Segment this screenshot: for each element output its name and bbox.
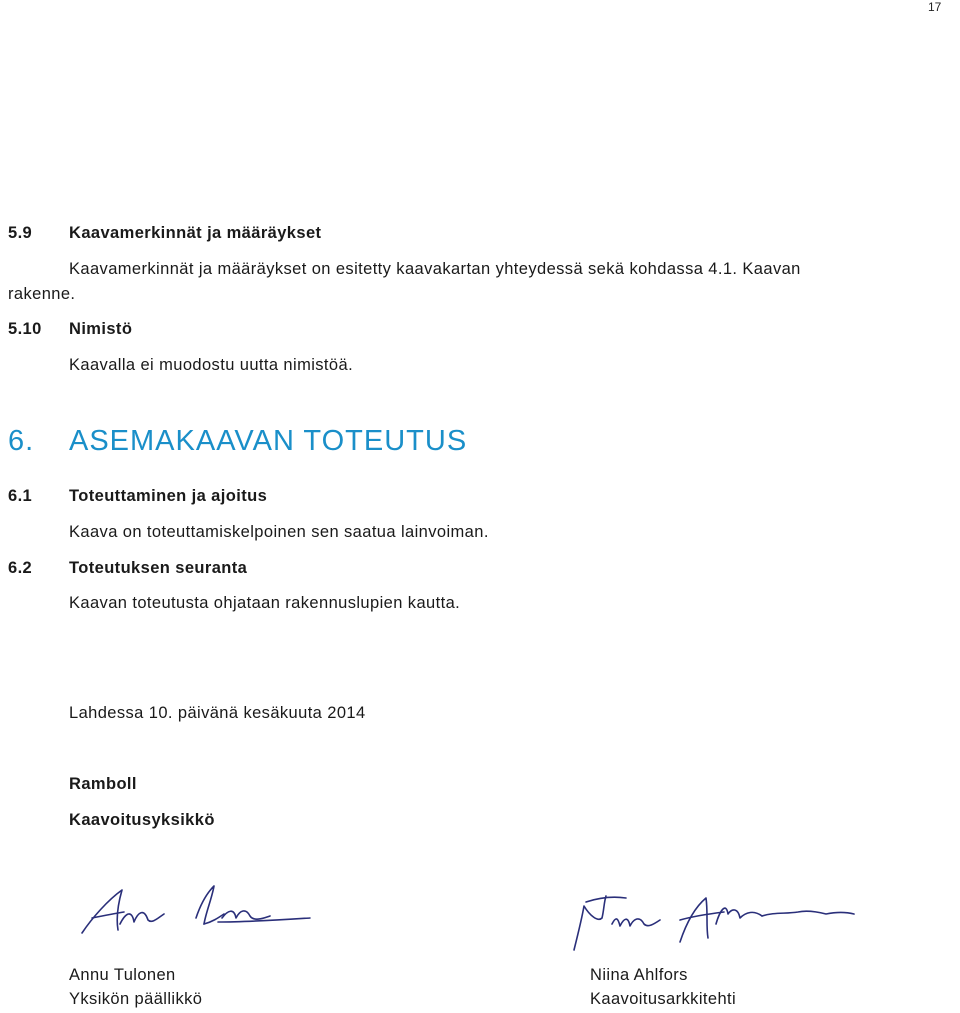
company-name: Ramboll [69,775,137,793]
signature-niina-ahlfors [568,888,860,954]
place-date: Lahdessa 10. päivänä kesäkuuta 2014 [69,704,366,722]
page-number: 17 [928,0,942,14]
section-6-2-text: Kaavan toteutusta ohjataan rakennuslupien kautta. [69,594,461,612]
signatory-title-1: Yksikön päällikkö [69,990,203,1008]
chapter-title: ASEMAKAAVAN TOTEUTUS [69,425,468,457]
section-number: 6.2 [8,559,33,577]
section-5-9-text-line1: Kaavamerkinnät ja määräykset on esitetty kaavakartan yhteydessä sekä kohdassa 4.1. Kaavan [69,260,801,278]
section-number: 5.10 [8,320,42,338]
section-number: 6.1 [8,487,33,505]
section-5-10-text: Kaavalla ei muodostu uutta nimistöä. [69,356,354,374]
section-6-1-text: Kaava on toteuttamiskelpoinen sen saatua lainvoiman. [69,523,489,541]
section-title: Kaavamerkinnät ja määräykset [69,224,322,242]
chapter-6-heading [8,425,468,458]
section-title: Toteuttaminen ja ajoitus [69,487,268,505]
signature-annu-tulonen [78,878,318,940]
signatory-name-1: Annu Tulonen [69,966,176,984]
chapter-number: 6. [8,425,35,457]
section-5-9-text-line2: rakenne. [8,285,76,303]
signatory-title-2: Kaavoitusarkkitehti [590,990,737,1008]
signatory-name-2: Niina Ahlfors [590,966,688,984]
company-unit: Kaavoitusyksikkö [69,811,215,829]
section-title: Toteutuksen seuranta [69,559,248,577]
section-title: Nimistö [69,320,133,338]
section-number: 5.9 [8,224,33,242]
